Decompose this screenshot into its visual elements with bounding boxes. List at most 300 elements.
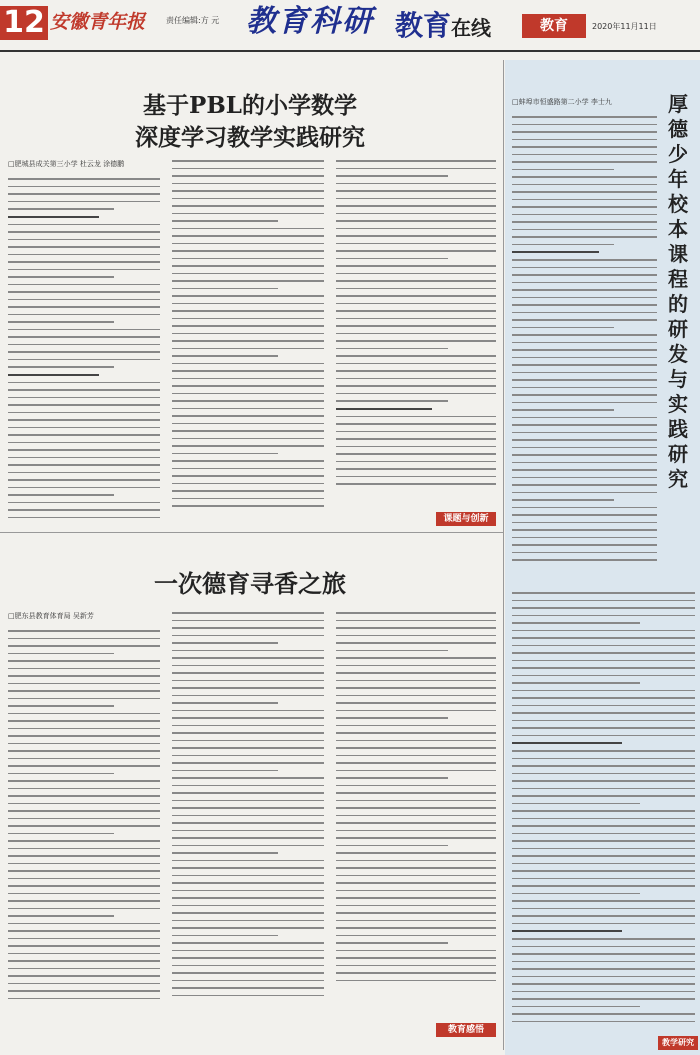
body-text-line: [336, 265, 496, 267]
body-text-line: [512, 840, 695, 842]
body-text-line: [336, 882, 496, 884]
body-text-line: [512, 206, 657, 208]
body-text-line: [336, 845, 448, 847]
body-text-line: [512, 682, 640, 684]
body-text-line: [172, 717, 324, 719]
body-text-line: [512, 199, 657, 201]
body-text-line: [8, 201, 160, 203]
body-text-line: [172, 415, 324, 417]
article3-column-tag: 教学研究: [658, 1036, 698, 1050]
body-text-line: [336, 483, 496, 485]
body-text-line: [512, 727, 695, 729]
body-text-line: [336, 273, 496, 275]
body-text-line: [8, 517, 160, 519]
body-text-line: [512, 863, 695, 865]
body-text-line: [512, 848, 695, 850]
body-text-line: [512, 357, 657, 359]
body-text-line: [8, 208, 114, 210]
body-text-line: [172, 273, 324, 275]
article2-column-tag: 教育感悟: [436, 1023, 496, 1037]
body-text-line: [336, 852, 496, 854]
body-text-line: [512, 1006, 640, 1008]
edu-online-logo: [395, 8, 491, 46]
body-text-line: [512, 998, 695, 1000]
body-text-line: [172, 378, 324, 380]
body-text-line: [512, 319, 657, 321]
article1-column-3: [336, 160, 496, 505]
body-text-line: [336, 657, 496, 659]
body-text-line: [336, 168, 496, 170]
body-text-line: [336, 837, 496, 839]
body-text-line: [336, 627, 496, 629]
body-text-line: [8, 276, 114, 278]
body-text-line: [336, 213, 496, 215]
body-text-line: [336, 725, 496, 727]
article1-title-line2: 深度学习教学实践研究: [135, 124, 365, 151]
body-text-line: [172, 627, 324, 629]
edu-calligraphy-logo: 教育科研: [246, 4, 374, 39]
body-text-line: [8, 336, 160, 338]
body-text-line: [172, 875, 324, 877]
article2-byline: □肥东县教育体育局 吴新芳: [8, 612, 94, 620]
body-text-line: [512, 607, 695, 609]
body-text-line: [172, 770, 278, 772]
body-text-line: [512, 1021, 695, 1023]
body-text-line: [336, 476, 496, 478]
body-text-line: [512, 492, 657, 494]
body-text-line: [512, 364, 657, 366]
body-text-line: [172, 785, 324, 787]
body-text-line: [336, 318, 496, 320]
body-text-line: [336, 875, 496, 877]
body-text-line: [8, 870, 160, 872]
body-text-line: [512, 191, 657, 193]
body-text-line: [172, 830, 324, 832]
body-text-line: [512, 600, 695, 602]
body-text-line: [172, 882, 324, 884]
article1-column-2: [172, 160, 324, 526]
body-text-line: [8, 306, 160, 308]
body-text-line: [172, 905, 324, 907]
body-text-line: [172, 680, 324, 682]
body-text-line: [8, 502, 160, 504]
body-text-line: [336, 612, 496, 614]
body-text-line: [172, 400, 324, 402]
body-text-line: [172, 980, 324, 982]
body-text-line: [172, 483, 324, 485]
body-text-line: [512, 469, 657, 471]
body-text-line: [172, 612, 324, 614]
body-text-line: [512, 878, 695, 880]
article-separator: [0, 532, 503, 533]
body-text-line: [336, 815, 496, 817]
body-text-line: [336, 942, 448, 944]
body-text-line: [336, 777, 448, 779]
body-text-line: [172, 837, 324, 839]
body-text-line: [336, 740, 496, 742]
body-text-line: [8, 780, 160, 782]
body-text-line: [512, 372, 657, 374]
body-text-line: [172, 777, 324, 779]
article1-column-1: [8, 178, 160, 526]
body-text-line: [8, 412, 160, 414]
body-text-line: [8, 186, 160, 188]
body-text-line: [8, 321, 114, 323]
body-text-line: [172, 650, 324, 652]
body-text-line: [172, 815, 324, 817]
body-text-line: [512, 394, 657, 396]
body-text-line: [336, 950, 496, 952]
body-text-line: [8, 998, 160, 1000]
body-text-line: [512, 432, 657, 434]
body-text-line: [172, 250, 324, 252]
body-text-line: [172, 935, 278, 937]
body-text-line: [172, 430, 324, 432]
article2-column-2: [172, 612, 324, 1035]
body-text-line: [336, 620, 496, 622]
body-text-line: [172, 762, 324, 764]
body-text-line: [336, 393, 496, 395]
body-text-line: [8, 382, 160, 384]
body-text-line: [512, 675, 695, 677]
body-text-line: [336, 355, 496, 357]
body-text-line: [8, 953, 160, 955]
body-text-line: [172, 635, 324, 637]
body-text-line: [172, 213, 324, 215]
body-text-line: [8, 638, 160, 640]
body-text-line: [512, 507, 657, 509]
body-text-line: [336, 446, 496, 448]
body-text-line: [8, 261, 160, 263]
body-text-line: [8, 960, 160, 962]
body-text-line: [8, 975, 160, 977]
body-text-line: [512, 930, 622, 932]
body-text-line: [8, 449, 160, 451]
body-text-line: [512, 953, 695, 955]
body-text-line: [336, 423, 496, 425]
body-text-line: [512, 289, 657, 291]
body-text-line: [512, 327, 614, 329]
body-text-line: [512, 773, 695, 775]
body-text-line: [172, 460, 324, 462]
body-text-line: [8, 389, 160, 391]
body-text-line: [8, 193, 160, 195]
body-text-line: [512, 900, 695, 902]
body-text-line: [8, 825, 160, 827]
article1-column-tag: 课题与创新: [436, 512, 496, 526]
body-text-line: [512, 615, 695, 617]
body-text-line: [512, 908, 695, 910]
body-text-line: [8, 758, 160, 760]
body-text-line: [336, 198, 496, 200]
body-text-line: [512, 124, 657, 126]
masthead: [0, 0, 700, 52]
body-text-line: [8, 675, 160, 677]
body-text-line: [172, 385, 324, 387]
body-text-line: [336, 702, 496, 704]
body-text-line: [336, 920, 496, 922]
body-text-line: [8, 269, 160, 271]
body-text-line: [512, 349, 657, 351]
body-text-line: [172, 325, 324, 327]
body-text-line: [8, 487, 160, 489]
body-text-line: [336, 972, 496, 974]
body-text-line: [8, 930, 160, 932]
body-text-line: [512, 402, 657, 404]
body-text-line: [512, 214, 657, 216]
body-text-line: [512, 667, 695, 669]
body-text-line: [8, 254, 160, 256]
body-text-line: [512, 544, 657, 546]
body-text-line: [512, 968, 695, 970]
body-text-line: [8, 833, 114, 835]
body-text-line: [8, 728, 160, 730]
body-text-line: [8, 690, 160, 692]
body-text-line: [336, 860, 496, 862]
body-text-line: [512, 780, 695, 782]
body-text-line: [336, 220, 496, 222]
body-text-line: [172, 740, 324, 742]
body-text-line: [512, 161, 657, 163]
body-text-line: [336, 453, 496, 455]
body-text-line: [336, 363, 496, 365]
body-text-line: [8, 246, 160, 248]
body-text-line: [336, 378, 496, 380]
body-text-line: [512, 417, 657, 419]
body-text-line: [172, 490, 324, 492]
body-text-line: [172, 665, 324, 667]
body-text-line: [512, 630, 695, 632]
body-text-line: [8, 923, 160, 925]
body-text-line: [512, 529, 657, 531]
body-text-line: [8, 630, 160, 632]
body-text-line: [512, 424, 657, 426]
body-text-line: [8, 848, 160, 850]
body-text-line: [336, 650, 448, 652]
body-text-line: [336, 867, 496, 869]
body-text-line: [336, 830, 496, 832]
body-text-line: [172, 747, 324, 749]
article2-column-3: [336, 612, 496, 1020]
body-text-line: [336, 295, 496, 297]
body-text-line: [336, 800, 496, 802]
body-text-line: [336, 770, 496, 772]
body-text-line: [172, 755, 324, 757]
body-text-line: [172, 800, 324, 802]
body-text-line: [8, 434, 160, 436]
body-text-line: [336, 792, 496, 794]
body-text-line: [8, 900, 160, 902]
body-text-line: [512, 1013, 695, 1015]
body-text-line: [8, 668, 160, 670]
body-text-line: [172, 702, 278, 704]
section-tag: 教育: [522, 14, 586, 38]
body-text-line: [512, 637, 695, 639]
body-text-line: [172, 348, 324, 350]
body-text-line: [172, 860, 324, 862]
body-text-line: [512, 697, 695, 699]
body-text-line: [512, 938, 695, 940]
body-text-line: [172, 867, 324, 869]
body-text-line: [336, 400, 448, 402]
body-text-line: [512, 991, 695, 993]
body-text-line: [172, 445, 324, 447]
body-text-line: [172, 672, 324, 674]
body-text-line: [336, 695, 496, 697]
body-text-line: [336, 183, 496, 185]
article2-title: 一次德育寻香之旅: [154, 569, 346, 598]
body-text-line: [172, 807, 324, 809]
body-text-line: [8, 366, 114, 368]
body-text-line: [336, 807, 496, 809]
body-text-line: [336, 732, 496, 734]
body-text-line: [512, 923, 695, 925]
body-text-line: [172, 710, 324, 712]
body-text-line: [172, 725, 324, 727]
body-text-line: [512, 870, 695, 872]
body-text-line: [512, 484, 657, 486]
body-text-line: [172, 995, 324, 997]
body-text-line: [512, 282, 657, 284]
body-text-line: [336, 243, 496, 245]
article2-column-1: [8, 630, 160, 1035]
body-text-line: [512, 131, 657, 133]
body-text-line: [336, 905, 496, 907]
body-text-line: [8, 178, 160, 180]
body-text-line: [512, 735, 695, 737]
body-text-line: [8, 464, 160, 466]
body-text-line: [8, 284, 160, 286]
paper-name: 安徽青年报: [50, 11, 146, 33]
body-text-line: [8, 479, 160, 481]
body-text-line: [172, 160, 324, 162]
body-text-line: [336, 642, 496, 644]
body-text-line: [8, 990, 160, 992]
body-text-line: [336, 762, 496, 764]
body-text-line: [172, 957, 324, 959]
body-text-line: [172, 912, 324, 914]
body-text-line: [8, 750, 160, 752]
body-text-line: [512, 176, 657, 178]
body-text-line: [172, 423, 324, 425]
body-text-line: [172, 950, 324, 952]
body-text-line: [172, 198, 324, 200]
body-text-line: [172, 987, 324, 989]
body-text-line: [336, 461, 496, 463]
body-text-line: [512, 379, 657, 381]
body-text-line: [512, 312, 657, 314]
body-text-line: [336, 303, 496, 305]
body-text-line: [512, 559, 657, 561]
body-text-line: [8, 743, 160, 745]
body-text-line: [172, 355, 278, 357]
body-text-line: [172, 687, 324, 689]
body-text-line: [336, 280, 496, 282]
body-text-line: [8, 840, 160, 842]
body-text-line: [8, 442, 160, 444]
body-text-line: [8, 653, 114, 655]
body-text-line: [172, 642, 278, 644]
body-text-line: [512, 976, 695, 978]
body-text-line: [512, 893, 640, 895]
body-text-line: [172, 845, 324, 847]
body-text-line: [8, 224, 160, 226]
body-text-line: [512, 244, 614, 246]
body-text-line: [8, 968, 160, 970]
body-text-line: [336, 912, 496, 914]
body-text-line: [336, 927, 496, 929]
body-text-line: [8, 216, 99, 218]
body-text-line: [172, 732, 324, 734]
body-text-line: [336, 687, 496, 689]
body-text-line: [512, 750, 695, 752]
body-text-line: [8, 494, 114, 496]
body-text-line: [336, 635, 496, 637]
body-text-line: [512, 447, 657, 449]
body-text-line: [172, 303, 324, 305]
body-text-line: [512, 946, 695, 948]
body-text-line: [512, 522, 657, 524]
masthead-rule: [0, 50, 700, 52]
body-text-line: [8, 457, 160, 459]
body-text-line: [512, 259, 657, 261]
issue-date: 2020年11月11日: [592, 22, 657, 31]
body-text-line: [8, 795, 160, 797]
body-text-line: [172, 438, 324, 440]
body-text-line: [8, 239, 160, 241]
body-text-line: [172, 190, 324, 192]
body-text-line: [512, 297, 657, 299]
body-text-line: [336, 258, 448, 260]
body-text-line: [512, 169, 614, 171]
body-text-line: [336, 468, 496, 470]
body-text-line: [512, 818, 695, 820]
article1-byline: □肥城县成关第三小学 杜云龙 涂德鹏: [8, 160, 125, 168]
body-text-line: [512, 622, 640, 624]
edu-online-rest: 在线: [451, 16, 492, 40]
body-text-line: [512, 387, 657, 389]
body-text-line: [172, 475, 324, 477]
body-text-line: [336, 235, 496, 237]
body-text-line: [512, 267, 657, 269]
body-text-line: [8, 683, 160, 685]
body-text-line: [336, 250, 496, 252]
body-text-line: [8, 818, 160, 820]
body-text-line: [336, 717, 448, 719]
body-text-line: [512, 221, 657, 223]
body-text-line: [512, 514, 657, 516]
body-text-line: [8, 509, 160, 511]
body-text-line: [336, 747, 496, 749]
body-text-line: [8, 855, 160, 857]
body-text-line: [8, 893, 160, 895]
body-text-line: [8, 660, 160, 662]
body-text-line: [8, 299, 160, 301]
body-text-line: [8, 404, 160, 406]
body-text-line: [512, 251, 599, 253]
body-text-line: [172, 695, 324, 697]
body-text-line: [336, 710, 496, 712]
body-text-line: [8, 314, 160, 316]
body-text-line: [336, 665, 496, 667]
body-text-line: [512, 439, 657, 441]
body-text-line: [172, 498, 324, 500]
body-text-line: [8, 915, 114, 917]
body-text-line: [172, 175, 324, 177]
body-text-line: [8, 908, 160, 910]
body-text-line: [172, 280, 324, 282]
body-text-line: [336, 340, 496, 342]
